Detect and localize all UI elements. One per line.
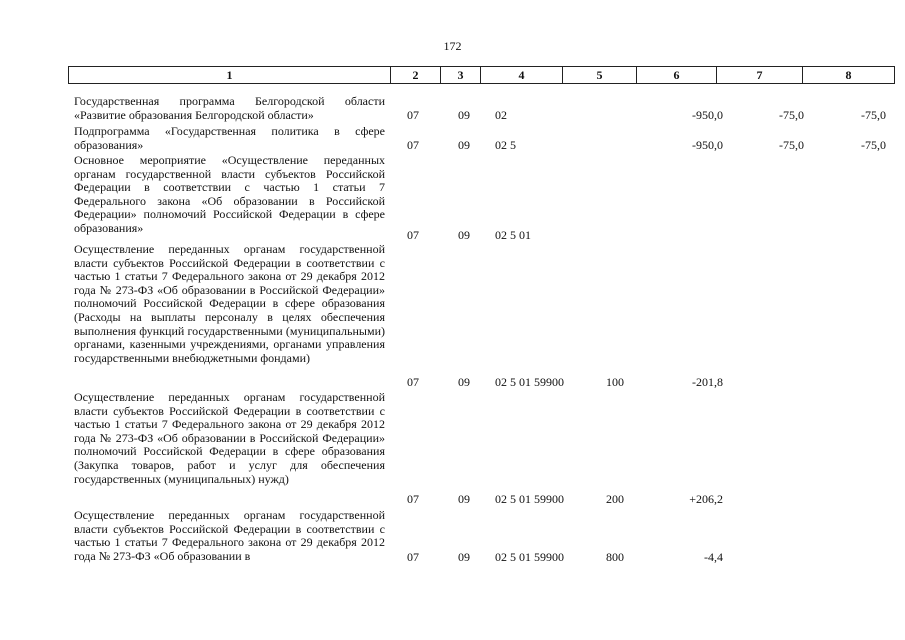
row-description: Основное мероприятие «Осуществление переданных органам государственной власти субъектов Российской Федерации в соответствии с частью 1 статьи 7 Федерального закона «Об образовании в Российской Федерации» полномочий Российской Федерации в сфере образования»: [74, 153, 385, 235]
row-target-code: 02 5 01 59900: [495, 492, 564, 506]
row-subsection-code: 09: [458, 138, 470, 152]
page-number: 172: [443, 39, 462, 53]
column-header-7: 7: [717, 67, 803, 84]
row-expense-type: 100: [606, 375, 624, 389]
row-section-code: 07: [407, 550, 419, 564]
row-description: Осуществление переданных органам государственной власти субъектов Российской Федерации в соответствии с частью 1 статьи 7 Федерального закона от 29 декабря 2012 года № 273-ФЗ «Об образовании в: [74, 508, 385, 563]
row-target-code: 02 5: [495, 138, 516, 152]
row-section-code: 07: [407, 492, 419, 506]
column-header-8: 8: [803, 67, 895, 84]
column-header-table: [68, 66, 895, 84]
row-description: Государственная программа Белгородской области «Развитие образования Белгородской области»: [74, 94, 385, 122]
row-description: Осуществление переданных органам государственной власти субъектов Российской Федерации в соответствии с частью 1 статьи 7 Федерального закона от 29 декабря 2012 года № 273-ФЗ «Об образовании в Российской Федерации» полномочий Российской Федерации в сфере образования (Закупка товаров, работ и услуг для обеспечения государственных (муниципальных) нужд): [74, 390, 385, 486]
row-value-6: -950,0: [692, 108, 723, 122]
row-value-7: -75,0: [779, 138, 804, 152]
row-value-8: -75,0: [861, 108, 886, 122]
row-section-code: 07: [407, 375, 419, 389]
column-header-4: 4: [481, 67, 563, 84]
column-header-6: 6: [637, 67, 717, 84]
row-target-code: 02 5 01 59900: [495, 550, 564, 564]
row-subsection-code: 09: [458, 492, 470, 506]
column-header-row: [69, 67, 895, 84]
column-header-1: 1: [69, 67, 391, 84]
row-section-code: 07: [407, 138, 419, 152]
row-target-code: 02 5 01 59900: [495, 375, 564, 389]
row-section-code: 07: [407, 228, 419, 242]
column-header-5: 5: [563, 67, 637, 84]
row-value-7: -75,0: [779, 108, 804, 122]
row-value-6: +206,2: [689, 492, 723, 506]
row-value-6: -4,4: [704, 550, 723, 564]
row-description: Подпрограмма «Государственная политика в сфере образования»: [74, 124, 385, 152]
row-expense-type: 200: [606, 492, 624, 506]
row-target-code: 02: [495, 108, 507, 122]
column-header-3: 3: [441, 67, 481, 84]
row-subsection-code: 09: [458, 228, 470, 242]
row-subsection-code: 09: [458, 108, 470, 122]
column-header-2: 2: [391, 67, 441, 84]
row-subsection-code: 09: [458, 550, 470, 564]
row-value-6: -201,8: [692, 375, 723, 389]
row-description: Осуществление переданных органам государственной власти субъектов Российской Федерации в соответствии с частью 1 статьи 7 Федерального закона от 29 декабря 2012 года № 273-ФЗ «Об образовании в Российской Федерации» полномочий Российской Федерации в сфере образования (Расходы на выплаты персоналу в целях обеспечения выполнения функций государственными (муниципальными) органами, казенными учреждениями, органами управления государственными внебюджетными фондами): [74, 242, 385, 365]
row-subsection-code: 09: [458, 375, 470, 389]
row-section-code: 07: [407, 108, 419, 122]
row-expense-type: 800: [606, 550, 624, 564]
row-target-code: 02 5 01: [495, 228, 531, 242]
row-value-6: -950,0: [692, 138, 723, 152]
row-value-8: -75,0: [861, 138, 886, 152]
